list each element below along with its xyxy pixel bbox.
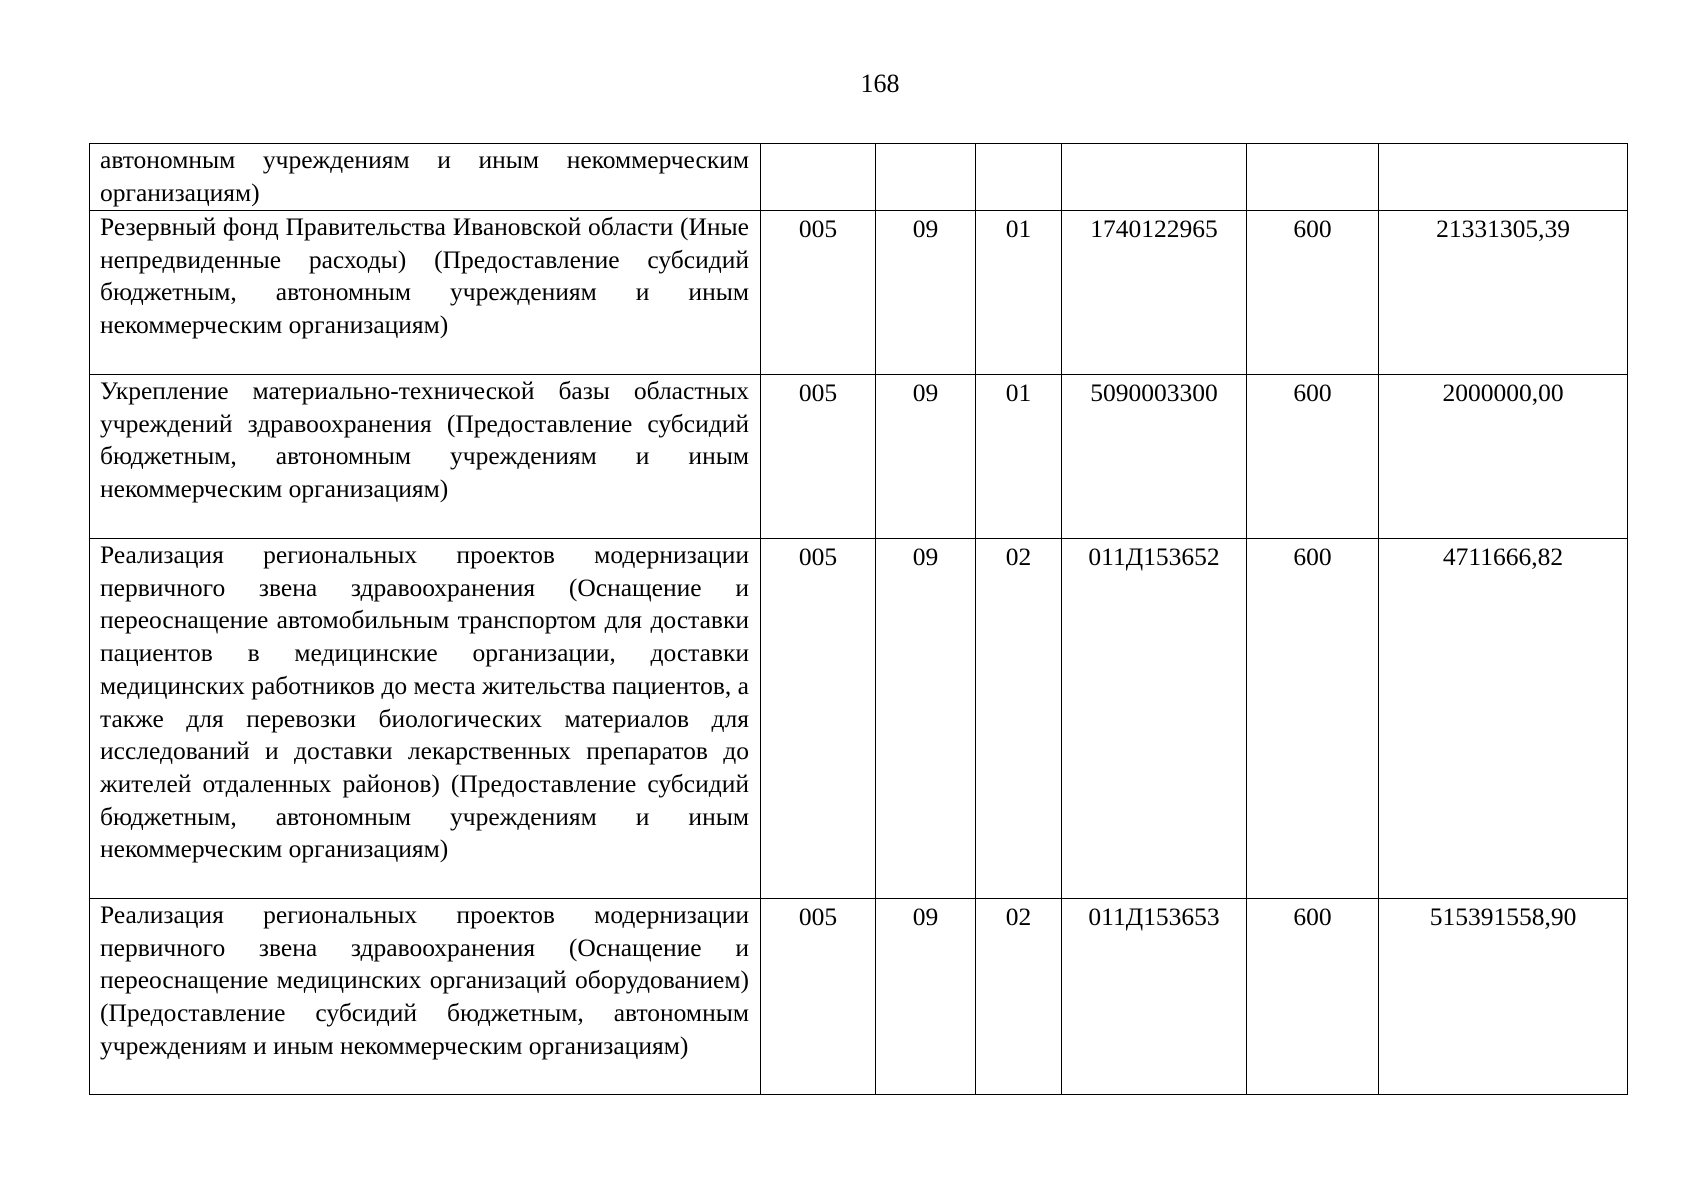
section-code-cell: 09 (876, 375, 976, 539)
budget-table (89, 143, 1628, 1095)
target-article-cell: 1740122965 (1062, 211, 1247, 375)
subsection-code-cell: 01 (976, 375, 1062, 539)
ministry-code-cell: 005 (761, 539, 876, 899)
expense-name-cell: Реализация региональных проектов модернизации первичного звена здравоохранения (Оснащение и переоснащение медицинских организаций оборудованием) (Предоставление субсидий бюджетным, автономным учреждениям и иным некоммерческим организациям) (90, 899, 761, 1095)
expense-name-cell: Укрепление материально-технической базы областных учреждений здравоохранения (Предоставление субсидий бюджетным, автономным учреждениям и иным некоммерческим организациям) (90, 375, 761, 539)
amount-cell: 515391558,90 (1379, 899, 1628, 1095)
subsection-code-cell (976, 144, 1062, 211)
section-code-cell: 09 (876, 539, 976, 899)
section-code-cell (876, 144, 976, 211)
table-row (90, 211, 1628, 375)
ministry-code-cell: 005 (761, 375, 876, 539)
amount-cell (1379, 144, 1628, 211)
target-article-cell: 011Д153652 (1062, 539, 1247, 899)
page-number: 168 (860, 69, 900, 98)
table-row (90, 375, 1628, 539)
ministry-code-cell: 005 (761, 211, 876, 375)
subsection-code-cell: 01 (976, 211, 1062, 375)
ministry-code-cell: 005 (761, 899, 876, 1095)
table-row (90, 539, 1628, 899)
subsection-code-cell: 02 (976, 899, 1062, 1095)
expense-name-cell: Реализация региональных проектов модернизации первичного звена здравоохранения (Оснащение и переоснащение автомобильным транспортом для доставки пациентов в медицинские организации, доставки медицинских работников до места жительства пациентов, а также для перевозки биологических материалов для исследований и доставки лекарственных препаратов до жителей отдаленных районов) (Предоставление субсидий бюджетным, автономным учреждениям и иным некоммерческим организациям) (90, 539, 761, 899)
expense-name-cell: Резервный фонд Правительства Ивановской области (Иные непредвиденные расходы) (Предоставление субсидий бюджетным, автономным учреждениям и иным некоммерческим организациям) (90, 211, 761, 375)
expense-type-cell (1247, 144, 1379, 211)
expense-type-cell: 600 (1247, 899, 1379, 1095)
expense-type-cell: 600 (1247, 539, 1379, 899)
section-code-cell: 09 (876, 899, 976, 1095)
table-row (90, 144, 1628, 211)
section-code-cell: 09 (876, 211, 976, 375)
target-article-cell: 011Д153653 (1062, 899, 1247, 1095)
target-article-cell (1062, 144, 1247, 211)
table-row (90, 899, 1628, 1095)
subsection-code-cell: 02 (976, 539, 1062, 899)
target-article-cell: 5090003300 (1062, 375, 1247, 539)
expense-name-cell: автономным учреждениям и иным некоммерческим организациям) (90, 144, 761, 211)
amount-cell: 4711666,82 (1379, 539, 1628, 899)
expense-type-cell: 600 (1247, 375, 1379, 539)
amount-cell: 2000000,00 (1379, 375, 1628, 539)
amount-cell: 21331305,39 (1379, 211, 1628, 375)
ministry-code-cell (761, 144, 876, 211)
expense-type-cell: 600 (1247, 211, 1379, 375)
